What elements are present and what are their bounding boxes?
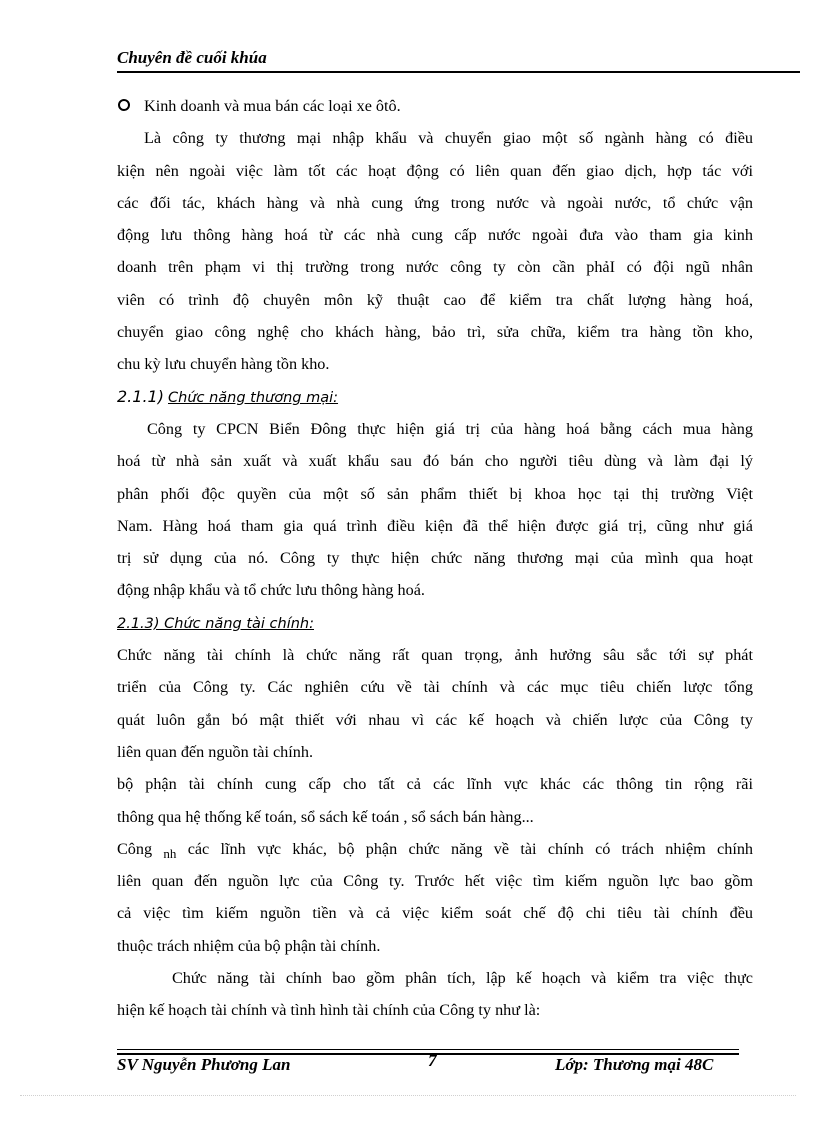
paragraph-line: Nam. Hàng hoá tham gia quá trình điều kiện đã thể hiện được giá trị, cũng như giá	[117, 516, 753, 535]
section-heading-2-1-1	[117, 381, 753, 413]
header-rule	[117, 71, 800, 73]
paragraph-line: liên quan đến nguồn lực của Công ty. Trước hết việc tìm kiếm nguồn lực bao gồm	[117, 872, 753, 891]
paragraph-line: viên có trình độ chuyên môn kỹ thuật cao để kiểm tra chất lượng hàng hoá,	[117, 290, 753, 309]
paragraph-line: Chức năng tài chính là chức năng rất quan trọng, ảnh hưởng sâu sắc tới sự phát	[117, 646, 753, 665]
section-number: 2.1.1)	[117, 386, 164, 406]
paragraph-line	[117, 833, 753, 865]
page-edge-divider	[20, 1095, 796, 1096]
paragraph-line: Chức năng tài chính bao gồm phân tích, lập kế hoạch và kiểm tra việc thực	[172, 969, 753, 988]
bullet-item	[117, 90, 753, 122]
paragraph-line: động lưu thông hàng hoá từ các nhà cung cấp nước ngoài đưa vào tham gia kinh	[117, 226, 753, 245]
paragraph-line: doanh trên phạm vi thị trường trong nước công ty còn cần phảI có đội ngũ nhân	[117, 258, 753, 277]
paragraph-line: triển của Công ty. Các nghiên cứu về tài chính và các mục tiêu chiến lược tổng	[117, 678, 753, 697]
paragraph-text: các lĩnh vực khác, bộ phận chức năng về tài chính có trách nhiệm chính	[187, 839, 754, 858]
footer-author: SV Nguyễn Phương Lan	[117, 1055, 291, 1074]
section-title: 2.1.3) Chức năng tài chính:	[117, 615, 314, 632]
paragraph-line: thuộc trách nhiệm của bộ phận tài chính.	[117, 936, 381, 955]
page-number: 7	[428, 1051, 437, 1070]
hollow-bullet-icon	[118, 99, 130, 111]
paragraph-line: Là công ty thương mại nhập khẩu và chuyển giao một số ngành hàng có điều	[144, 129, 753, 148]
paragraph-word: Công	[117, 839, 153, 858]
paragraph-line: hoá từ nhà sản xuất và xuất khẩu sau đó bán cho người tiêu dùng và làm đại lý	[117, 452, 753, 471]
paragraph-line: cả việc tìm kiếm nguồn tiền và cả việc kiểm soát chế độ chi tiêu tài chính đều	[117, 904, 753, 923]
paragraph-line: phân phối độc quyền của một số sản phẩm thiết bị khoa học tại thị trường Việt	[117, 484, 753, 503]
paragraph-line: Công ty CPCN Biển Đông thực hiện giá trị của hàng hoá bằng cách mua hàng	[147, 419, 753, 438]
bullet-text: Kinh doanh và mua bán các loại xe ôtô.	[144, 97, 401, 115]
section-heading-2-1-3	[117, 607, 753, 639]
paragraph-line: chuyển giao công nghệ cho khách hàng, bảo trì, sửa chữa, kiểm tra hàng tồn kho,	[117, 323, 753, 342]
footer-class: Lớp: Thương mại 48C	[555, 1055, 714, 1074]
paragraph-line: chu kỳ lưu chuyển hàng tồn kho.	[117, 355, 330, 374]
paragraph-line: kiện nên ngoài việc làm tốt các hoạt động có liên quan đến giao dịch, hợp tác với	[117, 161, 753, 180]
paragraph-line: các đối tác, khách hàng và nhà cung ứng trong nước và ngoài nước, tổ chức vận	[117, 193, 753, 212]
paragraph-line: quát luôn gắn bó mật thiết với nhau vì các kế hoạch và chiến lược của Công ty	[117, 710, 753, 729]
paragraph-line: trị sử dụng của nó. Công ty thực hiện chức năng thương mại của mình qua hoạt	[117, 549, 753, 568]
paragraph-line: động nhập khẩu và tổ chức lưu thông hàng hoá.	[117, 581, 425, 600]
paragraph-line: hiện kế hoạch tài chính và tình hình tài chính của Công ty như là:	[117, 1001, 541, 1020]
section-title: Chức năng thương mại:	[168, 389, 339, 406]
paragraph-line: thông qua hệ thống kế toán, sổ sách kế toán , sổ sách bán hàng...	[117, 807, 534, 826]
paragraph-line: bộ phận tài chính cung cấp cho tất cả các lĩnh vực khác các thông tin rộng rãi	[117, 775, 753, 794]
paragraph-fragment: nh	[163, 845, 177, 861]
paragraph-line: liên quan đến nguồn tài chính.	[117, 742, 314, 761]
footer-rule	[117, 1049, 739, 1050]
document-body	[117, 90, 753, 1027]
header-title: Chuyên đề cuối khúa	[117, 48, 267, 67]
